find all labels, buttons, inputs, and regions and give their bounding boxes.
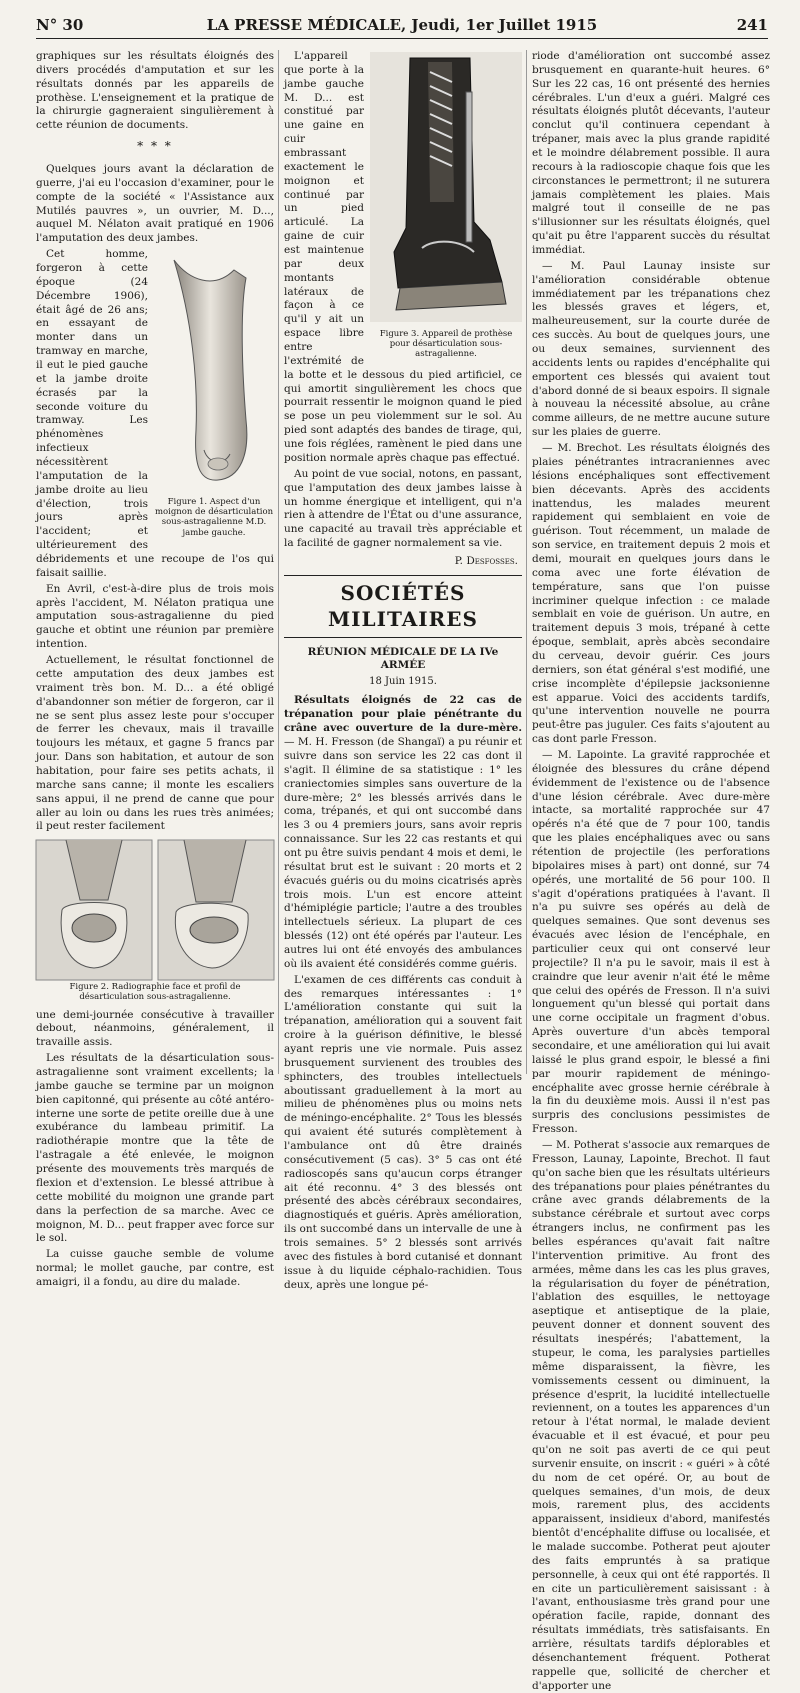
meeting-date: 18 Juin 1915. [369, 676, 437, 688]
section-title: SOCIÉTÉS MILITAIRES [284, 575, 522, 638]
communication-text: — M. H. Fresson (de Shangaï) a pu réunir et suivre dans son service les 22 cas dont il s'agit. Il élimine de sa statistique : 1° les craniectomies simples sans ouverture de la dure-mère; 2° les blessés arrivés dans le coma, trépanés, et qui ont succombé dans les 3 ou 4 premiers jours, sans avoir repris connaissance. Sur les 22 cas restants et qui ont pu être suivis pendant 4 mois et demi, le résultat brut est le suivant : 20 morts et 2 évacués guéris ou du moins cicatrisés après trois mois. L'un est encore atteint d'hémiplégie particle; l'autre a des troubles intellectuels sérieux. La plupart de ces blessés (12) ont été opérés par l'auteur. Les autres lui ont été envoyés des ambulances où ils avaient été considérés comme guéris. [284, 736, 522, 970]
paragraph: une demi-journée consécutive à travailler debout, néanmoins, généralement, il travaille assis. [36, 1008, 274, 1049]
figure-2-radiograph [36, 840, 274, 980]
meeting-heading: RÉUNION MÉDICALE DE LA IVe ARMÉE [307, 645, 499, 672]
column-2 [284, 50, 522, 1291]
issue-number: N° 30 [36, 16, 84, 34]
figure-3-caption: Figure 3. Appareil de prothèse pour désarticulation sous-astragalienne. [379, 328, 513, 360]
column-rule [278, 50, 279, 1074]
figure-2-caption: Figure 2. Radiographie face et profil de désarticulation sous-astragalienne. [69, 982, 241, 1003]
paragraph: — M. Paul Launay insiste sur l'amélioration considérable obtenue immédiatement par les trépanations chez les blessés graves et légers, et, malheureusement, sur la courte durée de ces succès. Au bout de quelques jours, une ou deux semaines, surviennent des accidents lents ou rapides d'encéphalite qui emportent ces blessés qui avaient tout d'abord donné de si beaux espoirs. Il signale à nouveau la nécessité absolue, au crâne comme ailleurs, de ne mettre aucune suture sur les plaies de guerre. [532, 259, 770, 439]
figure-1-stump-drawing [154, 250, 274, 490]
paragraph: — M. Brechot. Les résultats éloignés des plaies pénétrantes intracraniennes avec lésions encéphaliques sont effectivement bien décevants. Après des accidents inattendus, les malades meurent rapidement qui semblaient en voie de guérison. Tout récemment, un malade de son service, en traitement depuis 2 mois et demi, mourait en quelques jours dans le coma avec une forte élévation de température, sans que l'on puisse incriminer quelque infection : ce malade semblait en voie de guérison. Un autre, en traitement depuis 3 mois, trépané à cette époque, semblait, après abcès secondaire du cerveau, devoir guérir. Ces jours derniers, son état général s'est modifié, une crise incomplète d'épilepsie jacksonienne est apparue. Voici des accidents tardifs, qu'une intervention nouvelle ne pourra peut-être pas juguler. Ces faits s'ajoutent au cas dont parle Fresson. [532, 442, 770, 746]
paragraph: — M. Lapointe. La gravité rapprochée et éloignée des blessures du crâne dépend évidemment de l'existence ou de l'absence d'une lésion cérébrale. Avec dure-mère intacte, sa mortalité rapprochée sur 47 opérés n'a été que de 7 pour 100, tandis que les plaies encéphaliques avec ou sans rétention de projectile (les perforations bipolaires mises à part) ont donné, sur 74 opérés, une mortalité de 56 pour 100. Il s'agit d'opérations pratiquées à l'avant. Il n'a pu suivre ses opérés au delà de quelques semaines. Que sont devenus ses évacués avec lésion de l'encéphale, en particulier ceux qui ont conservé leur projectile? Il n'a pu le savoir, mais il est à craindre que leur avenir n'ait été le même que celui des opérés de Fresson. Il n'a suivi longuement qu'un blessé qui portait dans une corne occipitale un fragment d'obus. Après ouverture d'un abcès temporal secondaire, et une amélioration qui lui avait laissé le plus grand espoir, le blessé a fini par mourir rapidement de méningo-encéphalite avec grosse hernie cérébrale à la fin du deuxième mois. Aussi il n'est pas surpris des conclusions pessimistes de Fresson. [532, 748, 770, 1136]
paragraph: graphiques sur les résultats éloignés des divers procédés d'amputation et sur les résultats donnés par les appareils de prothèse. L'enseignement et la pratique de la chirurgie gagneraient singulièrement à cette réunion de documents. [36, 50, 274, 132]
paragraph: L'examen de ces différents cas conduit à des remarques intéressantes : 1° L'amélioration constante qui suit la trépanation, amélioration qui a souvent fait croire à la guérison définitive, le blessé ayant repris une vie normale. Puis assez brusquement survienent des troubles des sphincters, des troubles intellectuels aboutissant graduellement à la mort au milieu de phénomènes plus ou moins nets de méningo-encéphalite. 2° Tous les blessés qui avaient été suturés complètement à l'ambulance ont dû être drainés consécutivement (5 cas). 3° 5 cas ont été radioscopés sans qu'aucun corps étranger ait été reconnu. 4° 3 des blessés ont présenté des abcès cérébraux secondaires, diagnostiqués et guéris. Après amélioration, ils ont succombé dans un intervalle de une à trois semaines. 5° 2 blessés sont arrivés avec des fistules à bord cutanisé et donnant issue à du liquide céphalo-rachidien. Tous deux, après une longue pé- [284, 973, 522, 1291]
section-separator: * * * [137, 139, 173, 154]
figure-3 [370, 52, 522, 363]
author-signature: P. Desfosses. [454, 554, 518, 567]
paragraph: La cuisse gauche semble de volume normal; le mollet gauche, par contre, est amaigri, il a fondu, au dire du malade. [36, 1248, 274, 1288]
column-1 [36, 50, 274, 1288]
paragraph: Actuellement, le résultat fonctionnel de cette amputation des deux jambes est vraiment très bon. M. D... a été obligé d'abandonner son métier de forgeron, car il ne se sent plus assez leste pour s'occuper de ferrer les chevaux, mais il travaille toujours les métaux, et gagne 5 francs par jour. Dans son habitation, et autour de son habitation, pour faire ses petits achats, il marche sans canne; il monte les escaliers sans appui, il ne prend de canne que pour aller au loin ou dans les rues très animées; il peut rester facilement [36, 654, 274, 833]
journal-title: LA PRESSE MÉDICALE, Jeudi, 1er Juillet 1915 [206, 16, 598, 34]
paragraph: En Avril, c'est-à-dire plus de trois mois après l'accident, M. Nélaton pratiqua une amputation sous-astragalienne du pied gauche et obtint une réunion par première intention. [36, 582, 274, 651]
paragraph: — M. Potherat s'associe aux remarques de Fresson, Launay, Lapointe, Brechot. Il faut qu'on sache bien que les résultats ultérieurs des trépanations pour plaies pénétrantes du crâne avec grands délabrements de la substance cérébrale et surtout avec corps étrangers inclus, ne confirment pas les belles espérances qu'avait fait naître l'intervention primitive. Au front des armées, même dans les cas les plus graves, la régularisation du foyer de pénétration, l'ablation des esquilles, le nettoyage aseptique et antiseptique de la plaie, peuvent donner et donnent souvent des résultats inespérés; l'abattement, la stupeur, le coma, les paralysies partielles même disparaissent, la fièvre, les vomissements cessent ou diminuent, la présence d'esprit, la lucidité intellectuelle reviennent, on a toutes les apparences d'un retour à l'état normal, le malade devient évacuable et il est évacué, et pour peu qu'on ne soit pas averti de ce qui peut survenir ensuite, on inscrit : « guéri » à côté du nom de cet opéré. Or, au bout de quelques semaines, d'un mois, de deux mois, rarement plus, des accidents apparaissent, insidieux d'abord, manifestés bientôt d'encéphalite diffuse ou localisée, et le malade succombe. Potherat peut ajouter des faits empruntés à sa pratique personnelle, à ceux qui ont été rapportés. Il en cite un particulièrement saisissant : à l'avant, enthousiasme très grand pour une opération facile, rapide, donnant des résultats immédiats, très satisfaisants. En arrière, résultats tardifs déplorables et désenchantement fréquent. Potherat rappelle que, sollicité de chercher et d'apporter une [532, 1139, 770, 1692]
page-number: 241 [736, 16, 768, 34]
figure-1-caption: Figure 1. Aspect d'un moignon de désarticulation sous-astragalienne M.D. jambe gauche. [154, 497, 274, 538]
paragraph: L'appareil que porte à la jambe gauche M. D... est constitué par une gaine en cuir embrassant exactement le moignon et continué par un pied articulé. La gaine de cuir est maintenue par deux montants latéraux de façon à ce qu'il y ait un espace libre entre l'extrémité de la botte et le dessous du pied artificiel, ce qui amortit singulièrement les chocs que pourrait ressentir le moignon quand le pied se pose un peu violemment sur le sol. Au pied sont adaptés des bandes de tirage, qui, une fois réglées, ramènent le pied dans une position normale après chaque pas effectué. [284, 50, 522, 464]
column-3 [532, 50, 770, 1692]
paragraph: Quelques jours avant la déclaration de guerre, j'ai eu l'occasion d'examiner, pour le compte de la société « l'Assistance aux Mutilés pauvres », un ouvrier, M. D..., auquel M. Nélaton avait pratiqué en 1906 l'amputation des deux jambes. [36, 162, 274, 245]
figure-3-prosthesis-drawing [370, 52, 522, 322]
running-header [36, 14, 768, 39]
paragraph: Les résultats de la désarticulation sous-astragalienne sont vraiment excellents; la jambe gauche se termine par un moignon bien capitonné, qui présente au côté antéro-interne une sorte de petite oreille due à une exubérance du lambeau primitif. La radiothérapie montre que la tête de l'astragale a été enlevée, le moignon présente des mouvements très marqués de flexion et d'extension. Le blessé attribue à cette mobilité du moignon une grande part dans la perfection de sa marche. Avec ce moignon, M. D... peut frapper avec force sur le sol. [36, 1052, 274, 1245]
column-rule [526, 50, 527, 1074]
paragraph: Cet homme, forgeron à cette époque (24 Décembre 1906), était âgé de 26 ans; en essayant de monter dans un tramway en marche, il eut le pied gauche et la jambe droite écrasés par la seconde voiture du tramway. Les phénomènes infectieux nécessitèrent l'amputation de la jambe droite au lieu d'élection, trois jours après l'accident; et ultérieurement des débridements et une recoupe de l'os qui faisait saillie. [36, 248, 274, 579]
communication-title: Résultats éloignés de 22 cas de trépanation pour plaie pénétrante du crâne avec ouverture de la dure-mère. [284, 694, 522, 735]
paragraph: riode d'amélioration ont succombé assez brusquement en quarante-huit heures. 6° Sur les 22 cas, 16 ont présenté des hernies cérébrales. L'un d'eux a guéri. Malgré ces résultats éloignés plutôt décevants, l'auteur conclut qu'il continuera cependant à trépaner, mais avec la plus grande rapidité et le moindre délabrement possible. Il aura recours à la radioscopie chaque fois que les circonstances le permettront; il ne suturera jamais complètement les plaies. Mais malgré tout il conseille de ne pas s'illusionner sur les résultats éloignés, quel qu'ait pu être l'apparent succès du résultat immédiat. [532, 50, 770, 257]
figure-2 [36, 840, 274, 1002]
paragraph [284, 694, 522, 971]
figure-1 [154, 250, 274, 542]
paragraph: Au point de vue social, notons, en passant, que l'amputation des deux jambes laisse à un homme énergique et intelligent, qui n'a rien à attendre de l'État ou d'une assurance, une capacité au travail très appréciable et la facilité de gagner normalement sa vie. [284, 467, 522, 550]
